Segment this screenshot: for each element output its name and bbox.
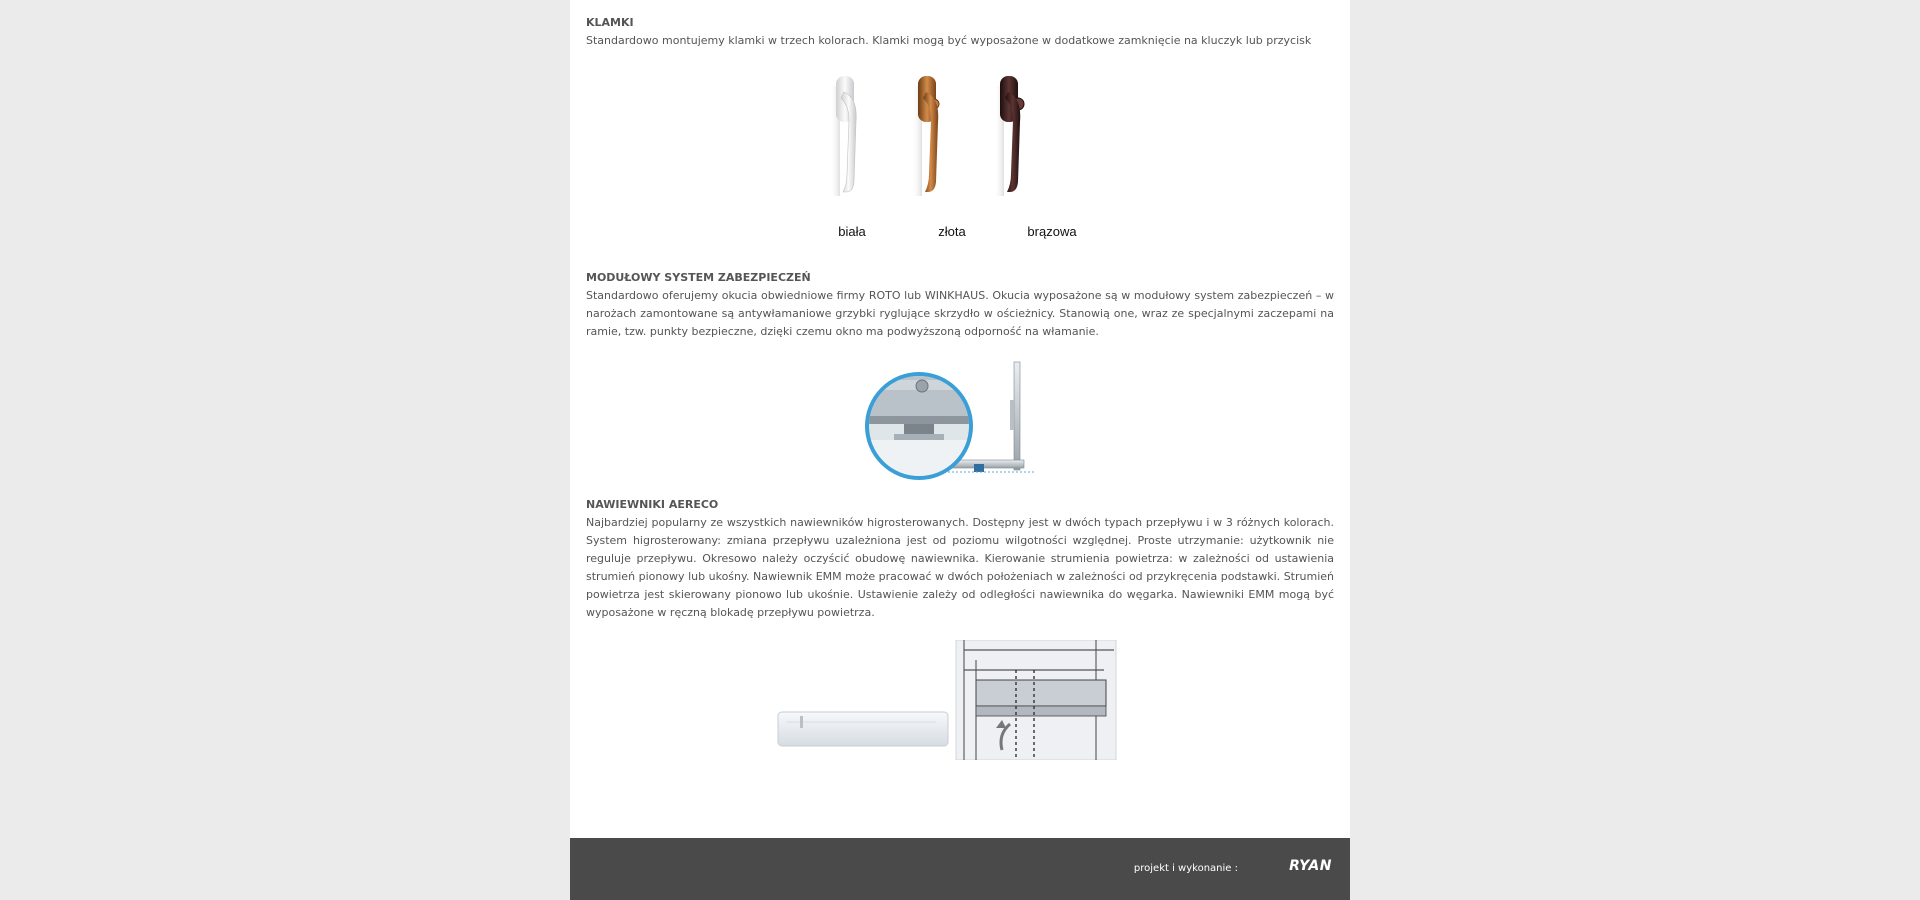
section-text-system: Standardowo oferujemy okucia obwiedniowe firmy ROTO lub WINKHAUS. Okucia wyposażone są w modułowy system zabezpieczeń – w narożach zamontowane są antywłamaniowe grzybki ryglujące skrzydło w ościeżnicy. Stanowią one, wraz ze specjalnymi zaczepami na ramie, tzw. punkty bezpieczne, dzięki czemu okno ma podwyższoną odporność na włamanie. xyxy=(586,289,1334,338)
handle-white xyxy=(830,76,856,196)
handle-gold xyxy=(912,76,939,196)
page-container xyxy=(570,0,1350,900)
handle-caption-gold: złota xyxy=(938,224,966,239)
vent-image xyxy=(776,640,1126,760)
footer-credit: projekt i wykonanie : xyxy=(1133,863,1238,874)
section-text-nawiewniki: Najbardziej popularny ze wszystkich nawiewników higrosterowanych. Dostępny jest w dwóch typach przepływu i w 3 różnych kolorach. System higrosterowany: zmiana przepływu uzależniona jest od poziomu wilgotności względnej. Proste utrzymanie: użytkownik nie reguluje przepływu. Okresowo należy oczyścić obudowę nawiewnika. Kierowanie strumienia powietrza: w zależności od ustawienia strumień pionowy lub ukośny. Nawiewnik EMM może pracować w dwóch położeniach w zależności od przykręcenia podstawki. Strumień powietrza jest skierowany pionowo lub ukośnie. Ustawienie zależy od odległości nawiewnika do węgarka. Nawiewniki EMM mogą być wyposażone w ręczną blokadę przepływu powietrza. xyxy=(586,516,1334,619)
handle-caption-white: biała xyxy=(838,224,866,239)
handle-caption-brown: brązowa xyxy=(1027,224,1077,239)
section-title-klamki: KLAMKI xyxy=(586,16,634,29)
footer-logo[interactable]: RYAN xyxy=(1289,858,1332,874)
section-title-nawiewniki: NAWIEWNIKI AERECO xyxy=(586,498,719,511)
security-fitting-image xyxy=(864,360,1074,480)
handle-brown xyxy=(994,76,1024,196)
handles-image xyxy=(816,70,1056,210)
section-text-klamki: Standardowo montujemy klamki w trzech kolorach. Klamki mogą być wyposażone w dodatkowe zamknięcie na kluczyk lub przycisk xyxy=(586,34,1312,47)
section-title-system: MODUŁOWY SYSTEM ZABEZPIECZEŃ xyxy=(586,271,811,284)
footer xyxy=(570,838,1350,900)
